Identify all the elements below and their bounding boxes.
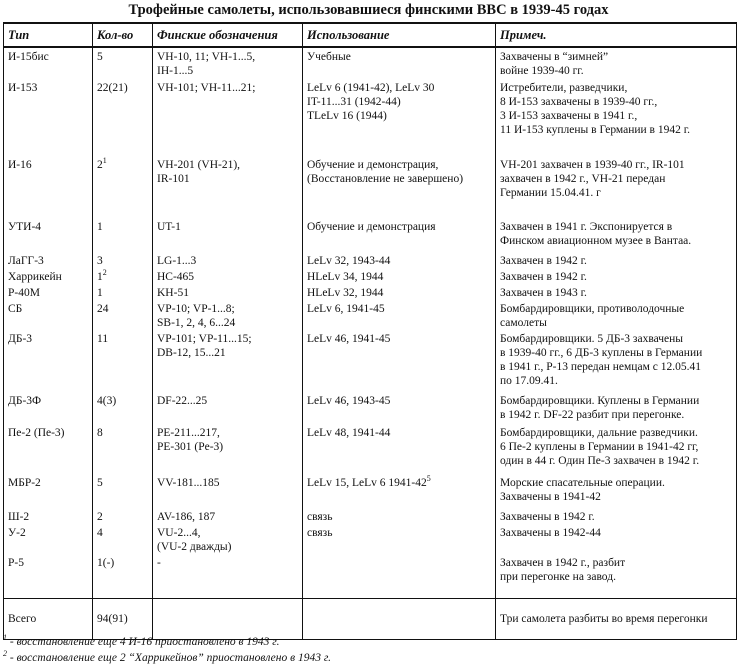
- total-row: [4, 598, 737, 639]
- note-line: Бомбардировщики. 5 ДБ-3 захвачены: [500, 333, 684, 345]
- cell-type: [4, 508, 93, 524]
- usage-line: LeLv 6, 1941-45: [307, 303, 385, 315]
- cell-usage: [303, 300, 496, 330]
- designation-line: VU-2...4,: [157, 527, 201, 539]
- footnote-mark: 1: [102, 156, 107, 166]
- note-line: 11 И-153 куплены в Германии в 1942 г.: [500, 124, 691, 136]
- note-line: один в 44 г. Один Пе-3 захвачен в 1942 г.: [500, 455, 700, 467]
- table-row: [4, 218, 737, 252]
- note-line: Морские спасательные операции.: [500, 477, 665, 489]
- cell-notes: [496, 474, 737, 508]
- cell-usage: [303, 156, 496, 218]
- cell-type: [4, 252, 93, 268]
- cell-designations: [153, 268, 303, 284]
- aircraft-type: ЛаГГ-3: [8, 255, 44, 267]
- cell-qty: [93, 554, 153, 598]
- footnote-text: - восстановление еще 2 “Харрикейнов” приостановлено в 1943 г.: [7, 652, 332, 664]
- note-line: Захвачен в 1942 г., разбит: [500, 557, 626, 569]
- quantity: 1: [97, 221, 103, 233]
- cell-type: [4, 474, 93, 508]
- aircraft-type: И-16: [8, 159, 32, 171]
- note-line: захвачен в 1942 г., VH-21 передан: [500, 173, 666, 185]
- footnote: [3, 633, 280, 648]
- cell-qty: [93, 156, 153, 218]
- quantity: 4(3): [97, 395, 117, 407]
- cell-type: [4, 300, 93, 330]
- cell-notes: [496, 156, 737, 218]
- cell-designations: [153, 218, 303, 252]
- total-label-text: Всего: [8, 612, 37, 625]
- cell-notes: [496, 268, 737, 284]
- quantity: 8: [97, 427, 103, 439]
- cell-designations: [153, 424, 303, 474]
- table-row: [4, 156, 737, 218]
- header-usage: Использование: [303, 23, 496, 47]
- page-title: Трофейные самолеты, использовавшиеся финскими ВВС в 1939-45 годах: [128, 2, 609, 18]
- total-label: [4, 598, 93, 639]
- quantity: 3: [97, 255, 103, 267]
- note-line: Захвачены в 1942 г.: [500, 511, 595, 523]
- cell-type: [4, 330, 93, 392]
- table-row: [4, 474, 737, 508]
- cell-qty: [93, 392, 153, 424]
- cell-qty: [93, 424, 153, 474]
- quantity: 1: [97, 287, 103, 299]
- usage-line: Обучение и демонстрация,: [307, 159, 439, 171]
- note-line: 3 И-153 захвачены в 1941 г.,: [500, 110, 638, 122]
- cell-qty: [93, 47, 153, 79]
- designation-line: VH-201 (VH-21),: [157, 159, 241, 171]
- table-row: [4, 524, 737, 554]
- note-line: в 1942 г. DF-22 разбит при перегонке.: [500, 409, 685, 421]
- footnote-mark: 1: [3, 633, 7, 643]
- cell-notes: [496, 79, 737, 156]
- quantity: 1(-): [97, 557, 115, 569]
- note-line: Захвачен в 1942 г.: [500, 271, 587, 283]
- table-row: [4, 554, 737, 598]
- cell-type: [4, 268, 93, 284]
- designation-line: VH-10, 11; VH-1...5,: [157, 51, 256, 63]
- designation-line: AV-186, 187: [157, 511, 216, 523]
- note-line: Бомбардировщики, противолодочные: [500, 303, 685, 315]
- cell-qty: [93, 330, 153, 392]
- note-line: Бомбардировщики. Куплены в Германии: [500, 395, 700, 407]
- header-qty: Кол-во: [93, 23, 153, 47]
- designation-line: UT-1: [157, 221, 181, 233]
- table-row: [4, 79, 737, 156]
- quantity: 1: [97, 271, 103, 283]
- quantity: 4: [97, 527, 103, 539]
- cell-designations: [153, 284, 303, 300]
- aircraft-type: Пе-2 (Пе-3): [8, 427, 65, 439]
- note-line: VH-201 захвачен в 1939-40 гг., IR-101: [500, 159, 685, 171]
- cell-type: [4, 392, 93, 424]
- usage-line: LeLv 46, 1943-45: [307, 395, 391, 407]
- header-notes: Примеч.: [496, 23, 737, 47]
- designation-line: VH-101; VH-11...21;: [157, 82, 256, 94]
- designation-line: VP-10; VP-1...8;: [157, 303, 235, 315]
- note-line: в 1941 г., Р-13 передан немцам с 12.05.41: [500, 361, 701, 373]
- aircraft-type: Харрикейн: [8, 271, 62, 283]
- note-line: Захвачен в 1943 г.: [500, 287, 587, 299]
- cell-qty: [93, 284, 153, 300]
- cell-usage: [303, 79, 496, 156]
- cell-designations: [153, 252, 303, 268]
- cell-notes: [496, 424, 737, 474]
- cell-type: [4, 524, 93, 554]
- usage-line: Обучение и демонстрация: [307, 221, 436, 233]
- designation-line: VV-181...185: [157, 477, 220, 489]
- designation-line: SB-1, 2, 4, 6...24: [157, 317, 236, 329]
- cell-usage: [303, 268, 496, 284]
- total-note: [496, 598, 737, 639]
- usage-line: IT-11...31 (1942-44): [307, 96, 401, 108]
- aircraft-type: У-2: [8, 527, 26, 539]
- aircraft-type: И-15бис: [8, 51, 49, 63]
- note-line: по 17.09.41.: [500, 375, 558, 387]
- total-note-text: Три самолета разбиты во время перегонки: [500, 612, 708, 625]
- quantity: 2: [97, 511, 103, 523]
- footnote: [3, 649, 332, 664]
- table-row: [4, 508, 737, 524]
- designation-line: PE-301 (Pe-3): [157, 441, 224, 453]
- usage-line: TLeLv 16 (1944): [307, 110, 387, 122]
- note-line: 8 И-153 захвачены в 1939-40 гг.,: [500, 96, 658, 108]
- table-body: [4, 47, 737, 639]
- cell-notes: [496, 392, 737, 424]
- cell-notes: [496, 300, 737, 330]
- cell-usage: [303, 554, 496, 598]
- aircraft-type: СБ: [8, 303, 23, 315]
- quantity: 24: [97, 303, 109, 315]
- cell-qty: [93, 268, 153, 284]
- note-line: 6 Пе-2 куплены в Германии в 1941-42 гг,: [500, 441, 699, 453]
- note-line: Германии 15.04.41. г: [500, 187, 601, 199]
- cell-type: [4, 79, 93, 156]
- note-line: Захвачены в 1941-42: [500, 491, 601, 503]
- cell-type: [4, 156, 93, 218]
- cell-qty: [93, 508, 153, 524]
- cell-designations: [153, 508, 303, 524]
- cell-usage: [303, 330, 496, 392]
- footnote-text: - восстановление еще 4 И-16 приостановлено в 1943 г.: [7, 636, 280, 648]
- usage-line: HLeLv 34, 1944: [307, 271, 384, 283]
- table-row: [4, 300, 737, 330]
- cell-qty: [93, 524, 153, 554]
- footnote-mark: 5: [426, 474, 431, 484]
- footnote-mark: 2: [3, 649, 7, 659]
- table-header-row: [4, 23, 737, 47]
- designation-line: LG-1...3: [157, 255, 197, 267]
- table-row: [4, 268, 737, 284]
- usage-line: LeLv 32, 1943-44: [307, 255, 391, 267]
- cell-type: [4, 218, 93, 252]
- cell-usage: [303, 47, 496, 79]
- cell-notes: [496, 330, 737, 392]
- aircraft-type: УТИ-4: [8, 221, 42, 233]
- cell-qty: [93, 218, 153, 252]
- cell-usage: [303, 424, 496, 474]
- quantity: 22(21): [97, 82, 128, 94]
- table-row: [4, 330, 737, 392]
- cell-notes: [496, 284, 737, 300]
- usage-line: LeLv 48, 1941-44: [307, 427, 391, 439]
- cell-usage: [303, 284, 496, 300]
- designation-line: IR-101: [157, 173, 190, 185]
- cell-designations: [153, 47, 303, 79]
- cell-usage: [303, 252, 496, 268]
- usage-line: LeLv 6 (1941-42), LeLv 30: [307, 82, 435, 94]
- designation-line: IH-1...5: [157, 65, 194, 77]
- usage-line: (Восстановление не завершено): [307, 173, 464, 185]
- total-qty-value: 94(91): [97, 612, 128, 625]
- aircraft-type: ДБ-3: [8, 333, 33, 345]
- cell-usage: [303, 392, 496, 424]
- cell-type: [4, 284, 93, 300]
- table-row: [4, 284, 737, 300]
- total-qty: [93, 598, 153, 639]
- aircraft-type: Р-5: [8, 557, 24, 569]
- cell-notes: [496, 508, 737, 524]
- note-line: Захвачен в 1942 г.: [500, 255, 587, 267]
- total-empty: [153, 598, 303, 639]
- cell-usage: [303, 218, 496, 252]
- cell-type: [4, 424, 93, 474]
- usage-line: [307, 476, 491, 490]
- header-type: Тип: [4, 23, 93, 47]
- usage-line: связь: [307, 527, 333, 539]
- cell-notes: [496, 524, 737, 554]
- cell-designations: [153, 330, 303, 392]
- note-line: Захвачены в “зимней”: [500, 51, 609, 63]
- note-line: в 1939-40 гг., 6 ДБ-3 куплены в Германии: [500, 347, 703, 359]
- cell-usage: [303, 474, 496, 508]
- note-line: Захвачен в 1941 г. Экспонируется в: [500, 221, 673, 233]
- cell-qty: [93, 79, 153, 156]
- cell-designations: [153, 474, 303, 508]
- cell-qty: [93, 474, 153, 508]
- usage-line: HLeLv 32, 1944: [307, 287, 384, 299]
- cell-usage: [303, 524, 496, 554]
- footnote-mark: 2: [102, 268, 107, 278]
- designation-line: PE-211...217,: [157, 427, 220, 439]
- cell-type: [4, 47, 93, 79]
- cell-designations: [153, 554, 303, 598]
- quantity: 11: [97, 333, 109, 345]
- designation-line: HC-465: [157, 271, 195, 283]
- note-line: самолеты: [500, 317, 547, 329]
- designation-line: DF-22...25: [157, 395, 208, 407]
- designation-line: DB-12, 15...21: [157, 347, 226, 359]
- table-row: [4, 252, 737, 268]
- note-line: Захвачены в 1942-44: [500, 527, 601, 539]
- cell-designations: [153, 156, 303, 218]
- usage-line: LeLv 15, LeLv 6 1941-42: [307, 477, 427, 489]
- note-line: Истребители, разведчики,: [500, 82, 628, 94]
- cell-notes: [496, 252, 737, 268]
- header-designations: Финские обозначения: [153, 23, 303, 47]
- usage-line: LeLv 46, 1941-45: [307, 333, 391, 345]
- note-line: при перегонке на завод.: [500, 571, 616, 583]
- cell-notes: [496, 218, 737, 252]
- cell-designations: [153, 79, 303, 156]
- designation-line: (VU-2 дважды): [157, 541, 232, 553]
- aircraft-type: Ш-2: [8, 511, 30, 523]
- quantity: 5: [97, 477, 103, 489]
- cell-type: [4, 554, 93, 598]
- quantity: 2: [97, 159, 103, 171]
- cell-designations: [153, 300, 303, 330]
- cell-notes: [496, 47, 737, 79]
- cell-designations: [153, 524, 303, 554]
- cell-usage: [303, 508, 496, 524]
- table-row: [4, 392, 737, 424]
- designation-line: KH-51: [157, 287, 189, 299]
- table-row: [4, 47, 737, 79]
- usage-line: Учебные: [307, 51, 351, 63]
- table-row: [4, 424, 737, 474]
- cell-designations: [153, 392, 303, 424]
- note-line: Финском авиационном музее в Вантаа.: [500, 235, 692, 247]
- quantity: 5: [97, 51, 103, 63]
- cell-qty: [93, 300, 153, 330]
- note-line: Бомбардировщики, дальние разведчики.: [500, 427, 698, 439]
- aircraft-type: ДБ-3Ф: [8, 395, 42, 407]
- designation-line: -: [157, 557, 161, 569]
- aircraft-type: И-153: [8, 82, 38, 94]
- total-empty: [303, 598, 496, 639]
- aircraft-type: Р-40М: [8, 287, 40, 299]
- note-line: войне 1939-40 гг.: [500, 65, 584, 77]
- aircraft-type: МБР-2: [8, 477, 41, 489]
- cell-notes: [496, 554, 737, 598]
- usage-line: связь: [307, 511, 333, 523]
- designation-line: VP-101; VP-11...15;: [157, 333, 252, 345]
- cell-qty: [93, 252, 153, 268]
